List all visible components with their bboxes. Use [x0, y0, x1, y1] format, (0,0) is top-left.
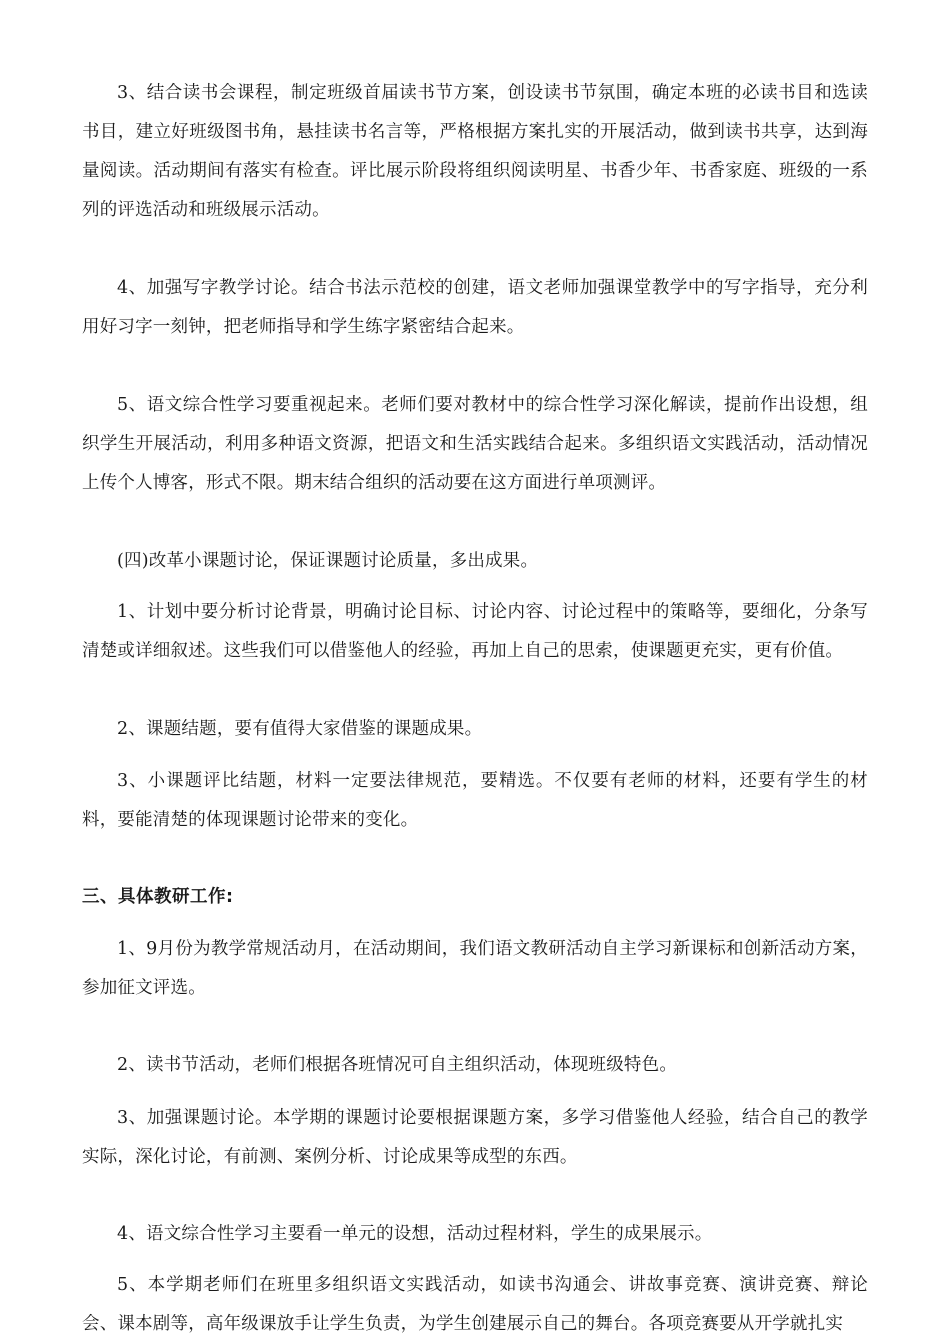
paragraph-reading-activity: 2、读书节活动，老师们根据各班情况可自主组织活动，体现班级特色。 [117, 1055, 678, 1075]
paragraph-unit-design: 4、语文综合性学习主要看一单元的设想，活动过程材料，学生的成果展示。 [117, 1224, 713, 1244]
paragraph-topic-conclusion: 2、课题结题，要有值得大家借鉴的课题成果。 [117, 719, 483, 739]
paragraph-topic-research: 3、加强课题讨论。本学期的课题讨论要根据课题方案，多学习借鉴他人经验，结合自己的教学实际，深化讨论，有前测、案例分析、讨论成果等成型的东西。 [82, 1108, 868, 1167]
paragraph-september-activity: 1、9月份为教学常规活动月，在活动期间，我们语文教研活动自主学习新课标和创新活动方案，参加征文评选。 [82, 939, 868, 998]
paragraph-section-four: (四)改革小课题讨论，保证课题讨论质量，多出成果。 [117, 551, 539, 571]
paragraph-topic-evaluation: 3、小课题评比结题，材料一定要法律规范，要精选。不仅要有老师的材料，还要有学生的材料，要能清楚的体现课题讨论带来的变化。 [82, 771, 868, 830]
section-heading-teaching-research: 三、具体教研工作: [82, 887, 234, 907]
paragraph-plan-analysis: 1、计划中要分析讨论背景，明确讨论目标、讨论内容、讨论过程中的策略等，要细化，分条写清楚或详细叙述。这些我们可以借鉴他人的经验，再加上自己的思索，使课题更充实，更有价值。 [82, 602, 868, 661]
paragraph-comprehensive-learning: 5、语文综合性学习要重视起来。老师们要对教材中的综合性学习深化解读，提前作出设想，组织学生开展活动，利用多种语文资源，把语文和生活实践结合起来。多组织语文实践活动，活动情况上传个人博客，形式不限。期末结合组织的活动要在这方面进行单项测评。 [82, 395, 868, 493]
paragraph-practice-activities: 5、本学期老师们在班里多组织语文实践活动，如读书沟通会、讲故事竞赛、演讲竞赛、辩论会、课本剧等，高年级课放手让学生负责，为学生创建展示自己的舞台。各项竞赛要从开学就扎实 [82, 1275, 868, 1334]
paragraph-reading-festival: 3、结合读书会课程，制定班级首届读书节方案，创设读书节氛围，确定本班的必读书目和选读书目，建立好班级图书角，悬挂读书名言等，严格根据方案扎实的开展活动，做到读书共享，达到海量阅读。活动期间有落实有检查。评比展示阶段将组织阅读明星、书香少年、书香家庭、班级的一系列的评选活动和班级展示活动。 [82, 83, 868, 220]
paragraph-writing-teaching: 4、加强写字教学讨论。结合书法示范校的创建，语文老师加强课堂教学中的写字指导，充分利用好习字一刻钟，把老师指导和学生练字紧密结合起来。 [82, 278, 868, 337]
